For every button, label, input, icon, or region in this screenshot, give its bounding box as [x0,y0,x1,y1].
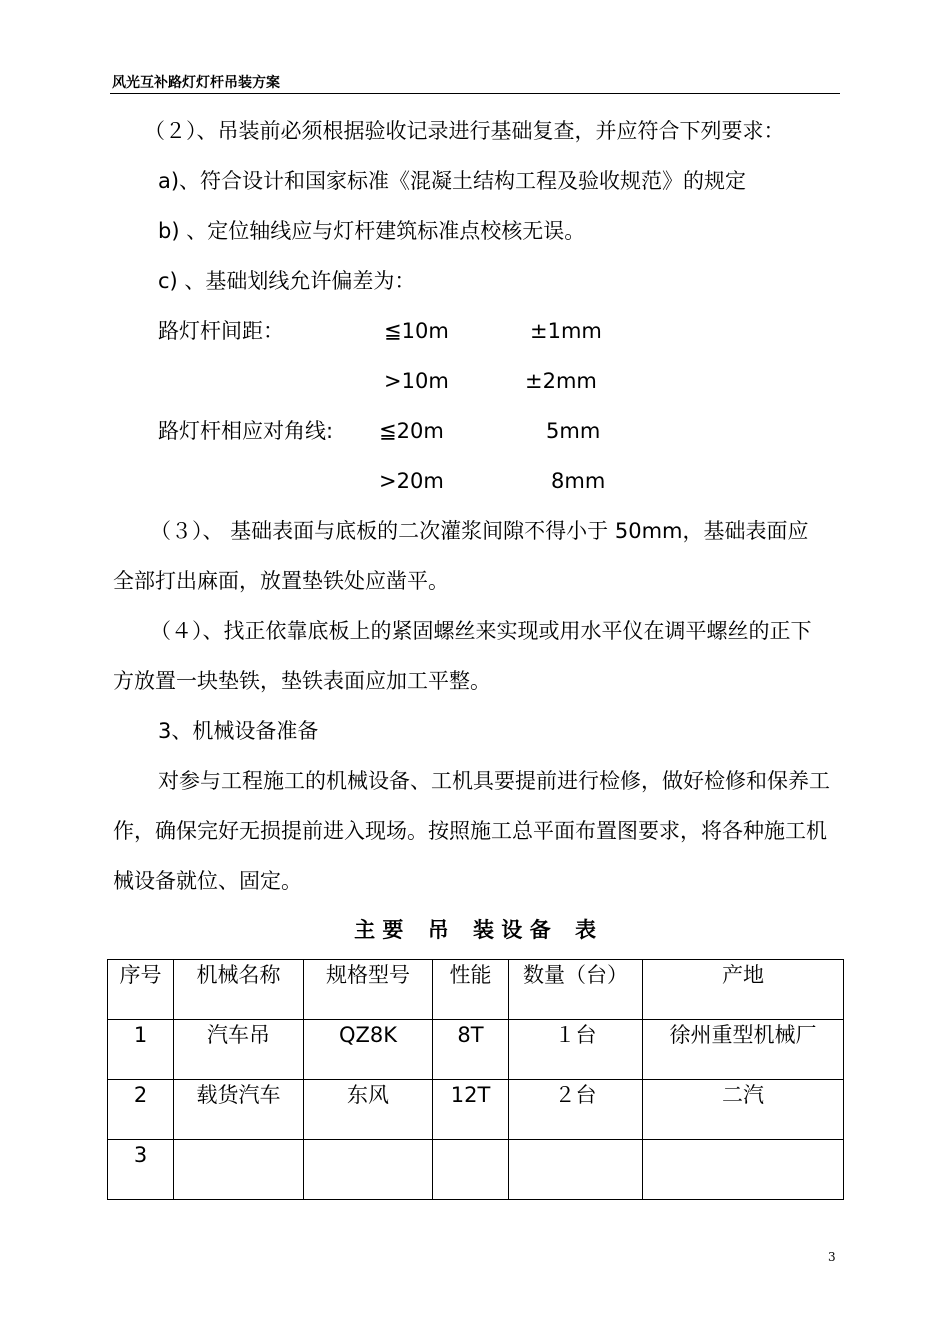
table-cell: 二汽 [643,1080,844,1140]
table-cell: 载货汽车 [174,1080,304,1140]
section-3-line-3: 械设备就位、固定。 [113,869,302,893]
page-number: 3 [828,1250,836,1264]
spacing-row2-condition: >10m [384,369,449,393]
table-header-cell: 规格型号 [304,960,433,1020]
item-c: c) 、基础划线允许偏差为： [158,269,416,293]
table-cell: 汽车吊 [174,1020,304,1080]
diagonal-row2-condition: >20m [379,469,444,493]
diagonal-label: 路灯杆相应对角线: [158,419,334,443]
table-row [108,1140,844,1200]
table-header-cell: 序号 [108,960,174,1020]
table-header-cell: 性能 [433,960,509,1020]
table-caption [0,914,950,944]
header-rule [110,93,840,94]
diagonal-row1-tolerance: 5mm [546,419,601,443]
table-cell: １台 [509,1020,643,1080]
table-caption-part: 表 [574,918,596,942]
table-caption-part: 主 要 [354,918,404,942]
table-cell [509,1140,643,1200]
table-cell: 2 [108,1080,174,1140]
table-row [108,1020,844,1080]
equipment-table [107,959,844,1200]
table-cell: 徐州重型机械厂 [643,1020,844,1080]
table-header-cell: 产地 [643,960,844,1020]
table-header-cell: 数量（台） [509,960,643,1020]
spacing-row1-condition: ≦10m [384,319,449,343]
table-cell: 3 [108,1140,174,1200]
section-3-heading: 3、机械设备准备 [158,719,319,743]
table-cell: 1 [108,1020,174,1080]
item-a: a)、符合设计和国家标准《混凝土结构工程及验收规范》的规定 [158,169,747,193]
table-cell: 12T [433,1080,509,1140]
paragraph-2: （２）、吊装前必须根据验收记录进行基础复查，并应符合下列要求： [144,119,785,143]
table-cell [643,1140,844,1200]
spacing-label: 路灯杆间距： [158,319,284,343]
document-header-title: 风光互补路灯灯杆吊装方案 [112,75,280,91]
table-header-row [108,960,844,1020]
table-cell: ２台 [509,1080,643,1140]
table-cell: 东风 [304,1080,433,1140]
table-cell [174,1140,304,1200]
table-cell [433,1140,509,1200]
table-row [108,1080,844,1140]
diagonal-row2-tolerance: 8mm [551,469,606,493]
diagonal-row1-condition: ≦20m [379,419,444,443]
table-caption-part: 装 设 备 [473,918,551,942]
spacing-row1-tolerance: ±1mm [530,319,602,343]
paragraph-4-line-1: （４）、找正依靠底板上的紧固螺丝来实现或用水平仪在调平螺丝的正下 [150,619,812,643]
section-3-line-2: 作，确保完好无损提前进入现场。按照施工总平面布置图要求，将各种施工机 [113,819,827,843]
table-header-cell: 机械名称 [174,960,304,1020]
spacing-row2-tolerance: ±2mm [525,369,597,393]
table-cell [304,1140,433,1200]
section-3-line-1: 对参与工程施工的机械设备、工机具要提前进行检修，做好检修和保养工 [158,769,830,793]
table-cell: QZ8K [304,1020,433,1080]
table-cell: 8T [433,1020,509,1080]
table-caption-part: 吊 [427,918,449,942]
item-b: b) 、定位轴线应与灯杆建筑标准点校核无误。 [158,219,586,243]
paragraph-3-line-1: （３）、 基础表面与底板的二次灌浆间隙不得小于 50mm，基础表面应 [150,519,809,543]
paragraph-3-line-2: 全部打出麻面，放置垫铁处应凿平。 [113,569,449,593]
paragraph-4-line-2: 方放置一块垫铁，垫铁表面应加工平整。 [113,669,491,693]
